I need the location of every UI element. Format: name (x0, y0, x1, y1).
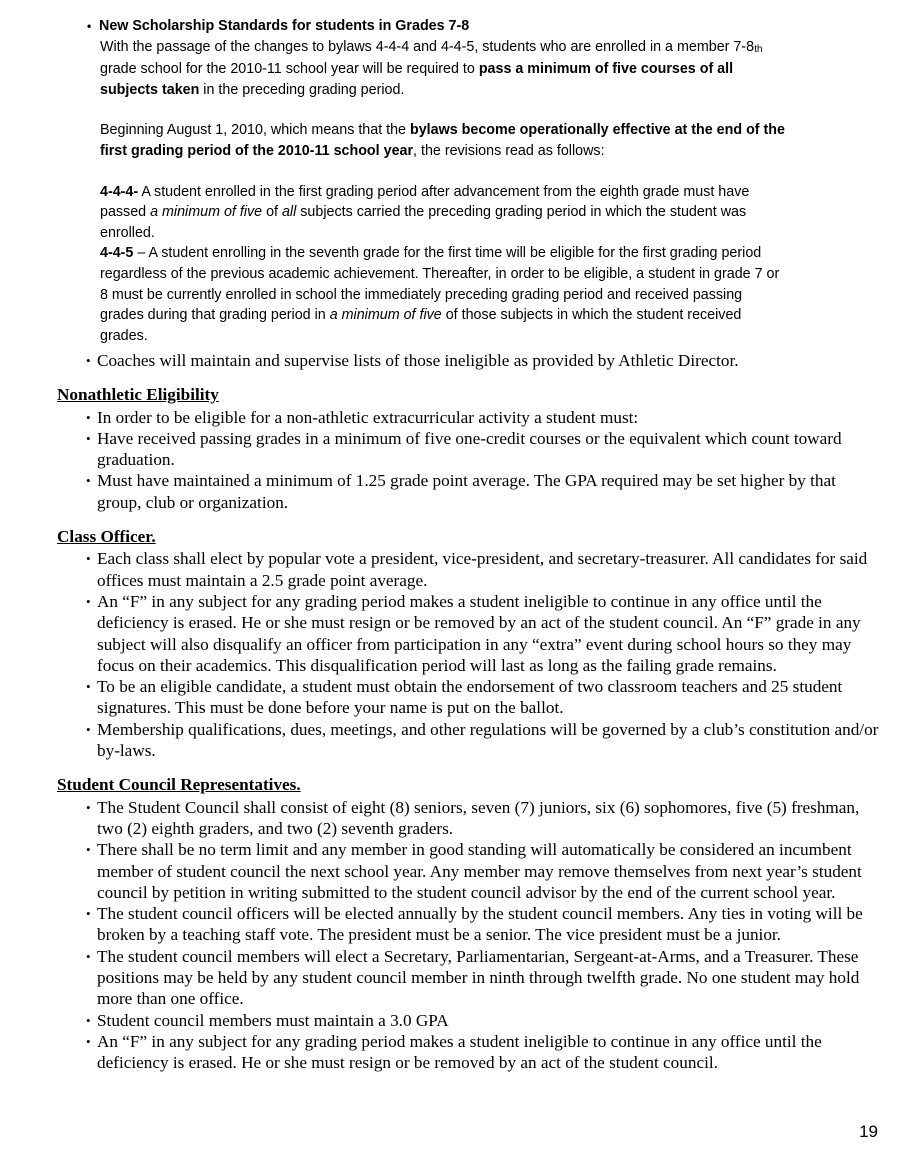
bylaw-4-4-5-paragraph (0, 243, 900, 346)
bullet-icon: • (86, 1033, 91, 1049)
bullet-icon: • (86, 799, 91, 815)
list-item-text: Must have maintained a minimum of 1.25 grade point average. The GPA required may be set higher by that group, club or organization. (97, 471, 836, 512)
scholarship-heading: New Scholarship Standards for students in Grades 7-8 (99, 18, 470, 34)
bylaw-4-4-5-italic-1: a minimum of five (329, 307, 442, 324)
list-item-text: Each class shall elect by popular vote a president, vice-president, and secretary-treasurer. All candidates for said offices must maintain a 2.5 grade point average. (97, 549, 868, 590)
list-item (0, 903, 900, 946)
bullet-icon: • (86, 679, 91, 695)
list-item (0, 839, 900, 903)
list-item-text: In order to be eligible for a non-athletic extracurricular activity a student must: (97, 407, 639, 427)
student-council-list (0, 797, 900, 1074)
scholarship-para2-bold: bylaws become operationally effective at the end of the first grading period of the 2010-11 school year (100, 122, 785, 159)
scholarship-standards-section (0, 16, 900, 346)
bylaw-4-4-4-text-a: A student enrolled in the first grading period after advancement from the eighth grade must have passed (100, 183, 750, 221)
list-item-text: Have received passing grades in a minimum of five one-credit courses or the equivalent which count toward graduation. (97, 428, 842, 470)
bullet-icon: • (86, 721, 91, 737)
bylaw-4-4-4-italic-2: all (281, 204, 297, 221)
bullet-icon: • (86, 842, 91, 858)
scholarship-para1-superscript: th (754, 43, 763, 55)
list-item (0, 1031, 900, 1074)
scholarship-paragraph-1 (0, 37, 900, 101)
list-item-text: An “F” in any subject for any grading period makes a student ineligible to continue in any office until the deficiency is erased. He or she must resign or be removed by an act of the student council. An “F” grade in any subject will also disqualify an officer from participation in any “extra” event during school hours so they may focus on their academics. This disqualification period will last as long as the failing grade remains. (97, 591, 861, 675)
scholarship-para2-part-a: Beginning August 1, 2010, which means that the (100, 122, 410, 139)
nonathletic-eligibility-list (0, 407, 900, 513)
list-item-text: The student council members will elect a Secretary, Parliamentarian, Sergeant-at-Arms, and a Treasurer. These positions may be held by any student council member in ninth through twelfth grade. No one student may hold more than one office. (97, 946, 860, 1009)
bullet-icon: • (86, 1012, 91, 1028)
nonathletic-eligibility-heading: Nonathletic Eligibility (57, 385, 219, 405)
list-item-text: The Student Council shall consist of eight (8) seniors, seven (7) juniors, six (6) sophomores, five (5) freshman, two (2) eighth graders, and two (2) seventh graders. (97, 797, 860, 838)
bylaw-4-4-4-paragraph (0, 182, 900, 244)
bullet-icon: • (86, 353, 91, 368)
scholarship-para1-part-b: grade school for the 2010-11 school year will be required to (100, 61, 479, 78)
list-item-text: Student council members must maintain a 3.0 GPA (97, 1010, 449, 1030)
list-item (0, 407, 900, 428)
bylaw-4-4-4-text-b: of (262, 204, 282, 221)
bullet-icon: • (86, 906, 91, 922)
student-council-heading: Student Council Representatives. (57, 775, 301, 795)
list-item (0, 548, 900, 591)
scholarship-para1-part-c: in the preceding grading period. (199, 81, 405, 98)
scholarship-para1-bold: pass a minimum of five courses of all subjects taken (100, 61, 734, 98)
bylaw-4-4-4-text-c: subjects carried the preceding grading period in which the student was enrolled. (100, 204, 747, 241)
list-item (0, 1010, 900, 1031)
coaches-bullet-text: Coaches will maintain and supervise lists of those ineligible as provided by Athletic Director. (97, 351, 739, 370)
bullet-icon: • (86, 473, 91, 489)
list-item (0, 470, 900, 513)
list-item (0, 428, 900, 471)
bullet-icon: • (86, 430, 91, 446)
list-item-text: There shall be no term limit and any member in good standing will automatically be considered an incumbent member of student council the next school year. Any member may remove themselves from next year’s student council by petition in writing submitted to the student council advisor by the end of the current school year. (97, 840, 862, 902)
list-item (0, 946, 900, 1010)
scholarship-heading-bullet-item (0, 16, 900, 37)
list-item (0, 676, 900, 719)
bylaw-4-4-4-label: 4-4-4- (100, 183, 139, 200)
bullet-icon: • (86, 593, 91, 609)
list-item (0, 591, 900, 676)
list-item-text: The student council officers will be elected annually by the student council members. Any ties in voting will be broken by a teaching staff vote. The president must be a senior. The vice president must be a junior. (97, 904, 863, 945)
list-item (0, 350, 900, 371)
bylaw-4-4-5-text-a: – A student enrolling in the seventh grade for the first time will be eligible for the first grading period regardless of the previous academic achievement. Thereafter, in order to be eligible, a student in grade 7 or 8 must be currently enrolled in school the immediately preceding grading period and received passing grades during that grading period in (100, 245, 780, 324)
class-officer-heading: Class Officer. (57, 527, 156, 547)
class-officer-heading-row (0, 526, 900, 547)
bylaw-4-4-5-text-b: of those subjects in which the student received grades. (100, 307, 742, 344)
class-officer-list (0, 548, 900, 761)
list-item (0, 797, 900, 840)
nonathletic-eligibility-heading-row (0, 384, 900, 405)
bullet-icon: • (87, 19, 92, 33)
list-item-text: An “F” in any subject for any grading period makes a student ineligible to continue in any office until the deficiency is erased. He or she must resign or be removed by an act of the student council. (97, 1031, 822, 1073)
bylaw-4-4-5-label: 4-4-5 (100, 245, 134, 262)
list-item (0, 719, 900, 762)
serif-body (0, 350, 900, 1074)
bylaw-4-4-4-italic-1: a minimum of five (150, 204, 263, 221)
coaches-list (0, 350, 900, 371)
list-item-text: To be an eligible candidate, a student must obtain the endorsement of two classroom teachers and 25 student signatures. This must be done before your name is put on the ballot. (97, 677, 843, 718)
scholarship-paragraph-2 (0, 120, 900, 161)
bullet-icon: • (86, 948, 91, 964)
list-item-text: Membership qualifications, dues, meetings, and other regulations will be governed by a club’s constitution and/or by-laws. (97, 719, 879, 761)
bullet-icon: • (86, 551, 91, 567)
page-number: 19 (859, 1122, 878, 1141)
scholarship-para1-part-a: With the passage of the changes to bylaws 4-4-4 and 4-4-5, students who are enrolled in a member 7-8 (100, 38, 755, 55)
student-council-heading-row (0, 774, 900, 795)
bullet-icon: • (86, 409, 91, 425)
scholarship-para2-part-b: , the revisions read as follows: (413, 142, 605, 159)
